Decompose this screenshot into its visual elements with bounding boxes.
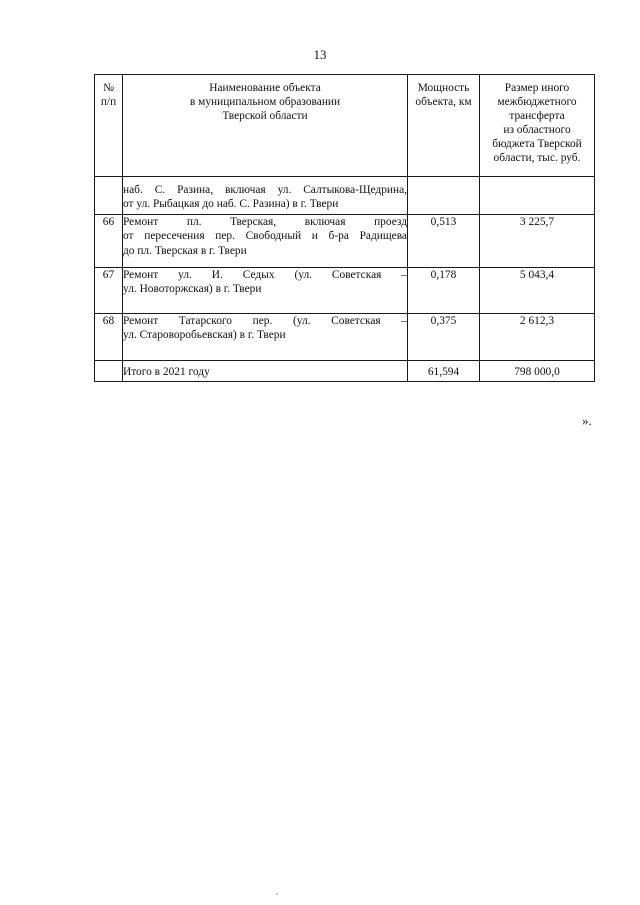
row-name-line: от пересечения пер. Свободный и б-ра Радищева [123, 230, 407, 243]
row-name-cell [123, 215, 408, 268]
page-number: 13 [313, 47, 327, 62]
row-number-cell: 67 [95, 268, 123, 314]
row-number-cell [95, 177, 123, 215]
header-name-line: в муниципальном образовании [189, 96, 341, 108]
row-name-line: ул. Староворобьевская) в г. Твери [123, 329, 286, 342]
header-number-line: п/п [100, 96, 117, 108]
table-total-row [95, 361, 595, 382]
header-amount-line: области, тыс. руб. [493, 152, 581, 164]
header-amount [480, 75, 595, 177]
header-capacity-line: Мощность [417, 82, 470, 94]
header-amount-line: трансферта [509, 110, 565, 122]
header-name-line: Тверской области [222, 110, 308, 122]
header-name [123, 75, 408, 177]
table-row [95, 215, 595, 268]
row-capacity-cell [408, 177, 480, 215]
total-capacity-cell: 61,594 [408, 361, 480, 382]
table-header-row [95, 75, 595, 177]
table-row [95, 268, 595, 314]
row-amount-cell: 2 612,3 [480, 314, 595, 361]
row-name-line: от ул. Рыбацкая до наб. С. Разина) в г. Твери [123, 198, 339, 211]
row-amount-cell: 3 225,7 [480, 215, 595, 268]
total-number-cell [95, 361, 123, 382]
row-capacity-cell: 0,375 [408, 314, 480, 361]
header-amount-line: бюджета Тверской [492, 138, 582, 150]
row-name-line: Ремонт Татарского пер. (ул. Советская – [123, 315, 407, 327]
closing-quote-mark: ». [582, 413, 592, 428]
budget-table [94, 74, 595, 382]
total-amount-cell: 798 000,0 [480, 361, 595, 382]
total-label-cell: Итого в 2021 году [123, 361, 408, 382]
row-name-cell [123, 314, 408, 361]
row-amount-cell [480, 177, 595, 215]
row-name-line: до пл. Тверская в г. Твери [123, 244, 247, 257]
header-number-line: № [103, 82, 114, 94]
table-row-continuation [95, 177, 595, 215]
row-name-line: Ремонт ул. И. Седых (ул. Советская – [123, 269, 407, 281]
header-amount-line: Размер иного [504, 82, 570, 94]
row-name-cell [123, 268, 408, 314]
header-name-line: Наименование объекта [209, 82, 321, 94]
row-name-line: Ремонт пл. Тверская, включая проезд [123, 216, 407, 228]
row-capacity-cell: 0,178 [408, 268, 480, 314]
header-number [95, 75, 123, 177]
scan-speck [276, 893, 278, 895]
table-row [95, 314, 595, 361]
header-capacity-line: объекта, км [415, 96, 472, 108]
row-amount-cell: 5 043,4 [480, 268, 595, 314]
row-name-line: наб. С. Разина, включая ул. Салтыкова-Щедрина, [123, 184, 407, 196]
row-name-cell [123, 177, 408, 215]
row-number-cell: 68 [95, 314, 123, 361]
header-amount-line: межбюджетного [497, 96, 577, 108]
header-amount-line: из областного [503, 124, 571, 136]
row-capacity-cell: 0,513 [408, 215, 480, 268]
header-capacity [408, 75, 480, 177]
row-name-line: ул. Новоторжская) в г. Твери [123, 283, 262, 296]
row-number-cell: 66 [95, 215, 123, 268]
